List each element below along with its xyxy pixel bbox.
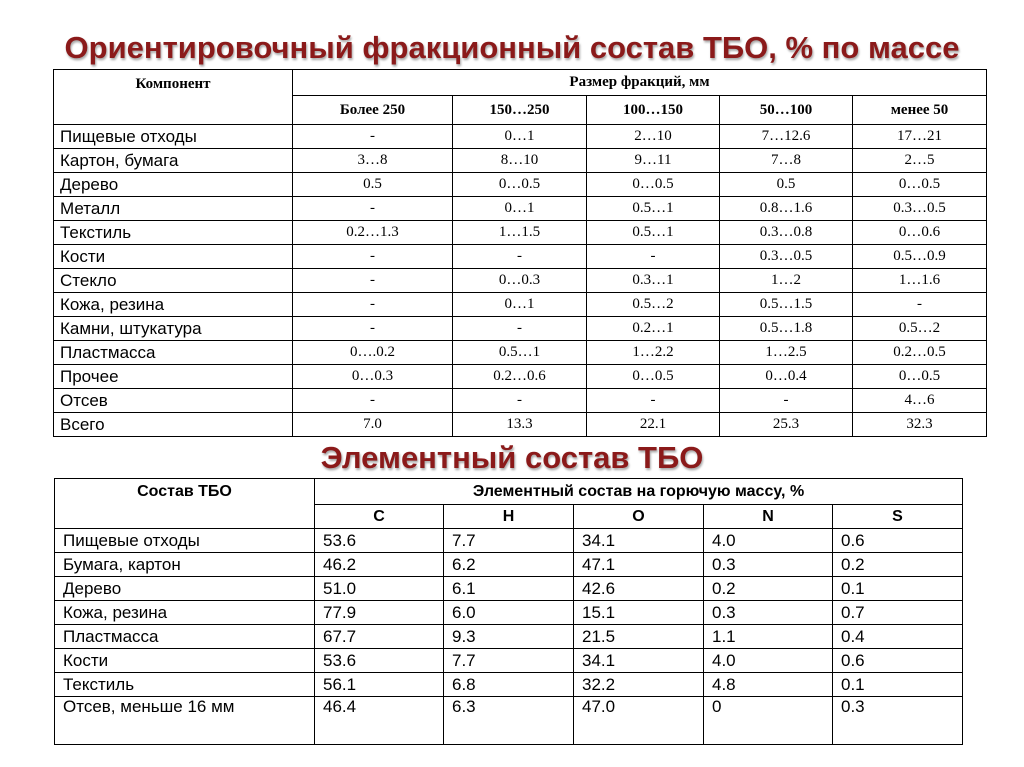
row-label: Отсев bbox=[54, 389, 293, 413]
table-row bbox=[55, 625, 963, 649]
row-label: Кости bbox=[55, 649, 315, 673]
table-cell: 6.0 bbox=[444, 601, 574, 625]
table-cell: 7…12.6 bbox=[720, 125, 853, 149]
row-label: Металл bbox=[54, 197, 293, 221]
table-cell: 6.1 bbox=[444, 577, 574, 601]
table-cell: 0…1 bbox=[453, 125, 587, 149]
table-row bbox=[54, 125, 987, 149]
table-cell: 0…0.5 bbox=[453, 173, 587, 197]
component-header: Компонент bbox=[54, 70, 293, 125]
table-cell: - bbox=[293, 293, 453, 317]
column-header: H bbox=[444, 505, 574, 529]
table-cell: - bbox=[587, 245, 720, 269]
table-cell: 4.0 bbox=[704, 529, 833, 553]
table-cell: 0.3…0.5 bbox=[853, 197, 987, 221]
table-cell: - bbox=[453, 245, 587, 269]
table-row bbox=[54, 341, 987, 365]
row-label: Текстиль bbox=[54, 221, 293, 245]
row-label: Пластмасса bbox=[54, 341, 293, 365]
page-title-elemental: Элементный состав ТБО bbox=[320, 440, 704, 475]
table-cell: 0…0.3 bbox=[453, 269, 587, 293]
table-cell: 0.5 bbox=[720, 173, 853, 197]
table-row bbox=[54, 221, 987, 245]
composition-header: Состав ТБО bbox=[55, 479, 315, 529]
table-cell: 0.5…1 bbox=[587, 197, 720, 221]
row-label: Стекло bbox=[54, 269, 293, 293]
table-cell: 0.2…0.6 bbox=[453, 365, 587, 389]
fractional-composition-table bbox=[53, 69, 987, 437]
table-cell: 9…11 bbox=[587, 149, 720, 173]
table-cell: 4.8 bbox=[704, 673, 833, 697]
row-label: Картон, бумага bbox=[54, 149, 293, 173]
column-header: 50…100 bbox=[720, 96, 853, 125]
row-label: Кожа, резина bbox=[54, 293, 293, 317]
page-title-fractional: Ориентировочный фракционный состав ТБО, % по массе bbox=[64, 30, 960, 65]
row-label: Текстиль bbox=[55, 673, 315, 697]
table-cell: 7…8 bbox=[720, 149, 853, 173]
table-cell: 0.5…0.9 bbox=[853, 245, 987, 269]
table-row bbox=[55, 673, 963, 697]
table-cell: 7.7 bbox=[444, 529, 574, 553]
column-header: C bbox=[315, 505, 444, 529]
table-cell: 0.2…1 bbox=[587, 317, 720, 341]
table-cell: 0…0.5 bbox=[853, 365, 987, 389]
table-cell: 22.1 bbox=[587, 413, 720, 437]
row-label: Отсев, меньше 16 мм bbox=[55, 697, 315, 745]
table-cell: - bbox=[293, 317, 453, 341]
elemental-composition-table bbox=[54, 478, 963, 745]
table-cell: 4…6 bbox=[853, 389, 987, 413]
table-cell: 1…2.5 bbox=[720, 341, 853, 365]
table-cell: 0.1 bbox=[833, 577, 963, 601]
table-row bbox=[55, 553, 963, 577]
table-row bbox=[55, 529, 963, 553]
table-row bbox=[54, 245, 987, 269]
table-cell: 1.1 bbox=[704, 625, 833, 649]
table-cell: 0…0.3 bbox=[293, 365, 453, 389]
row-label: Пищевые отходы bbox=[54, 125, 293, 149]
table-cell: 0.5…1.8 bbox=[720, 317, 853, 341]
row-label: Пластмасса bbox=[55, 625, 315, 649]
table-row bbox=[54, 389, 987, 413]
table-row bbox=[54, 317, 987, 341]
table-cell: 0.3 bbox=[833, 697, 963, 745]
elemental-group-header: Элементный состав на горючую массу, % bbox=[315, 479, 963, 505]
table-cell: - bbox=[293, 389, 453, 413]
table-cell: 0.3…0.5 bbox=[720, 245, 853, 269]
table-row bbox=[54, 293, 987, 317]
table-cell: 0.6 bbox=[833, 649, 963, 673]
table-cell: 0…0.5 bbox=[587, 365, 720, 389]
table-cell: 34.1 bbox=[574, 529, 704, 553]
table-cell: 0.2 bbox=[704, 577, 833, 601]
table-cell: 46.2 bbox=[315, 553, 444, 577]
table-cell: 0.5…1 bbox=[587, 221, 720, 245]
row-label: Бумага, картон bbox=[55, 553, 315, 577]
row-label: Кости bbox=[54, 245, 293, 269]
table-cell: 1…1.5 bbox=[453, 221, 587, 245]
table-cell: 32.3 bbox=[853, 413, 987, 437]
row-label: Всего bbox=[54, 413, 293, 437]
table-cell: 42.6 bbox=[574, 577, 704, 601]
table-cell: 0.2…0.5 bbox=[853, 341, 987, 365]
table-cell: 0.5…2 bbox=[853, 317, 987, 341]
table-row bbox=[55, 601, 963, 625]
table-cell: 0.3…1 bbox=[587, 269, 720, 293]
column-header: Более 250 bbox=[293, 96, 453, 125]
table-cell: - bbox=[720, 389, 853, 413]
table-cell: 0.5 bbox=[293, 173, 453, 197]
table-cell: 0.3…0.8 bbox=[720, 221, 853, 245]
table-row bbox=[55, 649, 963, 673]
table-cell: 77.9 bbox=[315, 601, 444, 625]
column-header: S bbox=[833, 505, 963, 529]
table-row bbox=[54, 413, 987, 437]
table-cell: 6.3 bbox=[444, 697, 574, 745]
table-cell: - bbox=[293, 245, 453, 269]
table-cell: 21.5 bbox=[574, 625, 704, 649]
table-cell: 0.5…2 bbox=[587, 293, 720, 317]
table-cell: 2…10 bbox=[587, 125, 720, 149]
table-cell: - bbox=[587, 389, 720, 413]
table-cell: 4.0 bbox=[704, 649, 833, 673]
table-cell: 0…0.5 bbox=[587, 173, 720, 197]
table-cell: 0.3 bbox=[704, 601, 833, 625]
column-header: менее 50 bbox=[853, 96, 987, 125]
table-cell: 0.4 bbox=[833, 625, 963, 649]
table-cell: 46.4 bbox=[315, 697, 444, 745]
table-cell: 56.1 bbox=[315, 673, 444, 697]
table-cell: 0….0.2 bbox=[293, 341, 453, 365]
size-header: Размер фракций, мм bbox=[293, 70, 987, 96]
row-label: Дерево bbox=[54, 173, 293, 197]
table-cell: 1…2 bbox=[720, 269, 853, 293]
table-cell: 7.0 bbox=[293, 413, 453, 437]
table-cell: 0…1 bbox=[453, 197, 587, 221]
table-cell: 0.5…1.5 bbox=[720, 293, 853, 317]
table-cell: 0.1 bbox=[833, 673, 963, 697]
table-cell: 53.6 bbox=[315, 529, 444, 553]
table-row bbox=[54, 365, 987, 389]
table-cell: 0…0.6 bbox=[853, 221, 987, 245]
table-cell: 3…8 bbox=[293, 149, 453, 173]
table-cell: 9.3 bbox=[444, 625, 574, 649]
table-cell: 34.1 bbox=[574, 649, 704, 673]
table-cell: 51.0 bbox=[315, 577, 444, 601]
table-cell: - bbox=[453, 317, 587, 341]
row-label: Прочее bbox=[54, 365, 293, 389]
table-cell: 15.1 bbox=[574, 601, 704, 625]
table-cell: 13.3 bbox=[453, 413, 587, 437]
table-cell: 0.7 bbox=[833, 601, 963, 625]
column-header: 100…150 bbox=[587, 96, 720, 125]
table-row bbox=[54, 269, 987, 293]
row-label: Дерево bbox=[55, 577, 315, 601]
table-cell: 47.1 bbox=[574, 553, 704, 577]
table-cell: 0…0.4 bbox=[720, 365, 853, 389]
table-cell: 1…1.6 bbox=[853, 269, 987, 293]
table-row bbox=[54, 149, 987, 173]
table-cell: 8…10 bbox=[453, 149, 587, 173]
row-label: Кожа, резина bbox=[55, 601, 315, 625]
row-label: Пищевые отходы bbox=[55, 529, 315, 553]
table-cell: 53.6 bbox=[315, 649, 444, 673]
table-cell: - bbox=[453, 389, 587, 413]
column-header: N bbox=[704, 505, 833, 529]
table-cell: 7.7 bbox=[444, 649, 574, 673]
table-cell: 32.2 bbox=[574, 673, 704, 697]
table-cell: 0.3 bbox=[704, 553, 833, 577]
table-cell: 17…21 bbox=[853, 125, 987, 149]
table-cell: - bbox=[293, 269, 453, 293]
table-cell: - bbox=[293, 125, 453, 149]
table-row bbox=[55, 577, 963, 601]
table-cell: - bbox=[293, 197, 453, 221]
table-cell: 25.3 bbox=[720, 413, 853, 437]
table-cell: 6.2 bbox=[444, 553, 574, 577]
row-label: Камни, штукатура bbox=[54, 317, 293, 341]
table-row bbox=[55, 697, 963, 745]
table-cell: 1…2.2 bbox=[587, 341, 720, 365]
table-row bbox=[54, 173, 987, 197]
table-row bbox=[54, 197, 987, 221]
column-header: O bbox=[574, 505, 704, 529]
table-cell: 0 bbox=[704, 697, 833, 745]
table-cell: 2…5 bbox=[853, 149, 987, 173]
column-header: 150…250 bbox=[453, 96, 587, 125]
table-cell: 0.5…1 bbox=[453, 341, 587, 365]
table-cell: 0…0.5 bbox=[853, 173, 987, 197]
table-cell: 67.7 bbox=[315, 625, 444, 649]
table-cell: 47.0 bbox=[574, 697, 704, 745]
table-cell: - bbox=[853, 293, 987, 317]
table-cell: 6.8 bbox=[444, 673, 574, 697]
table-cell: 0.8…1.6 bbox=[720, 197, 853, 221]
table-cell: 0…1 bbox=[453, 293, 587, 317]
table-cell: 0.2…1.3 bbox=[293, 221, 453, 245]
table-cell: 0.2 bbox=[833, 553, 963, 577]
table-cell: 0.6 bbox=[833, 529, 963, 553]
